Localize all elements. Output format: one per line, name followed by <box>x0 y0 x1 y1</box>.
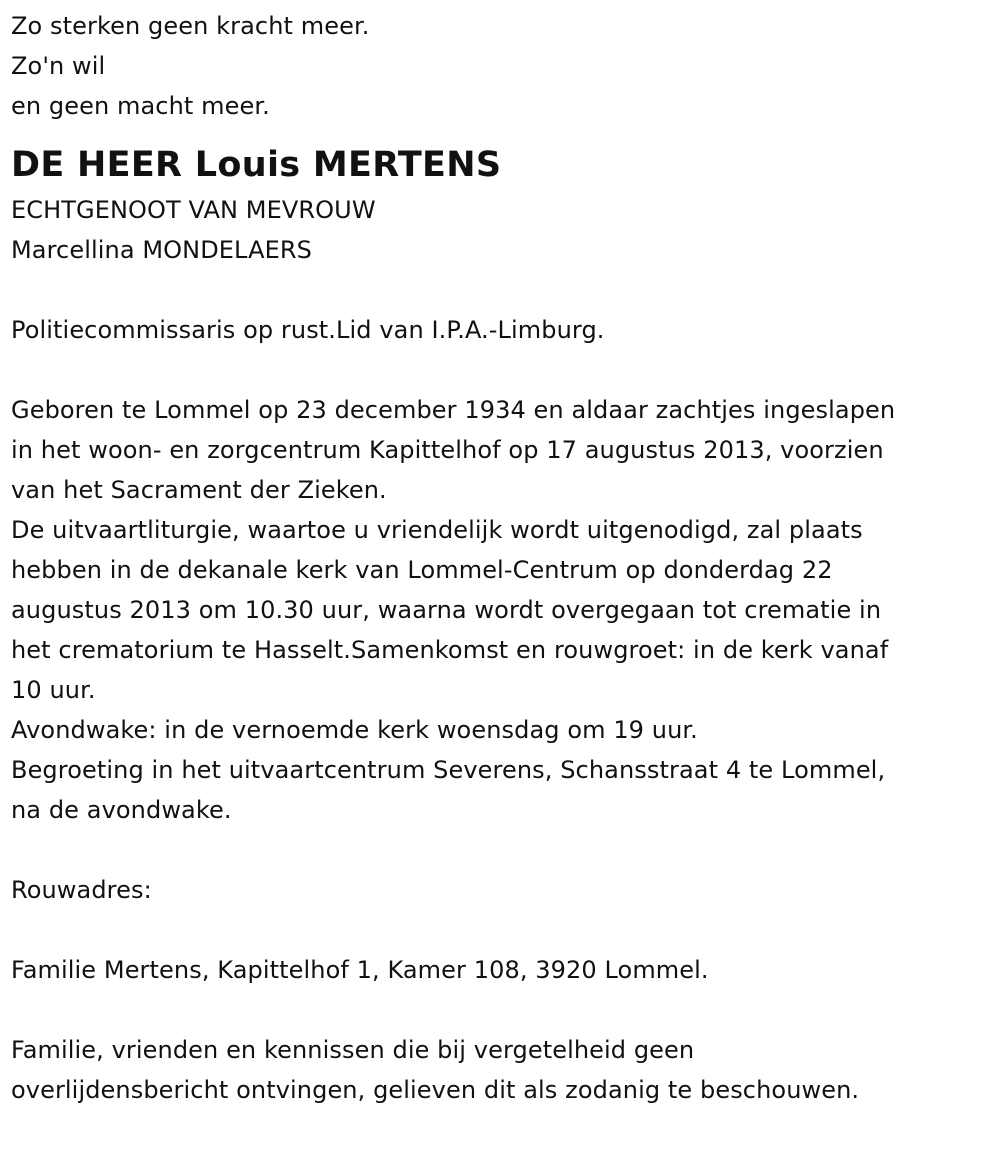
spacer <box>11 350 991 390</box>
announcement-line: het crematorium te Hasselt.Samenkomst en rouwgroet: in de kerk vanaf <box>11 636 889 664</box>
spouse-label: ECHTGENOOT VAN MEVROUW <box>11 196 376 224</box>
deceased-title: DE HEER Louis MERTENS <box>11 145 502 185</box>
spacer <box>11 830 991 870</box>
spacer <box>11 910 991 950</box>
closing-line: Familie, vrienden en kennissen die bij vergetelheid geen <box>11 1036 695 1064</box>
announcement-line: Geboren te Lommel op 23 december 1934 en aldaar zachtjes ingeslapen <box>11 396 896 424</box>
announcement-line: hebben in de dekanale kerk van Lommel-Centrum op donderdag 22 <box>11 556 833 584</box>
obituary-notice <box>11 6 991 1110</box>
poem-line: en geen macht meer. <box>11 92 270 120</box>
address-label: Rouwadres: <box>11 876 152 904</box>
poem-line: Zo sterken geen kracht meer. <box>11 12 370 40</box>
poem <box>11 6 991 126</box>
spacer <box>11 270 991 310</box>
poem-line: Zo'n wil <box>11 52 106 80</box>
spouse-name: Marcellina MONDELAERS <box>11 236 312 264</box>
announcement-line: in het woon- en zorgcentrum Kapittelhof op 17 augustus 2013, voorzien <box>11 436 884 464</box>
announcement-line: van het Sacrament der Zieken. <box>11 476 387 504</box>
announcement-line: na de avondwake. <box>11 796 232 824</box>
closing-paragraph <box>11 1030 991 1110</box>
address-value: Familie Mertens, Kapittelhof 1, Kamer 108, 3920 Lommel. <box>11 956 709 984</box>
announcement-line: Begroeting in het uitvaartcentrum Severens, Schansstraat 4 te Lommel, <box>11 756 886 784</box>
announcement-line: Avondwake: in de vernoemde kerk woensdag om 19 uur. <box>11 716 698 744</box>
announcement-paragraph <box>11 390 991 830</box>
announcement-line: augustus 2013 om 10.30 uur, waarna wordt overgegaan tot crematie in <box>11 596 882 624</box>
function-line: Politiecommissaris op rust.Lid van I.P.A.-Limburg. <box>11 316 605 344</box>
announcement-line: 10 uur. <box>11 676 96 704</box>
spacer <box>11 990 991 1030</box>
closing-line: overlijdensbericht ontvingen, gelieven dit als zodanig te beschouwen. <box>11 1076 860 1104</box>
announcement-line: De uitvaartliturgie, waartoe u vriendelijk wordt uitgenodigd, zal plaats <box>11 516 863 544</box>
